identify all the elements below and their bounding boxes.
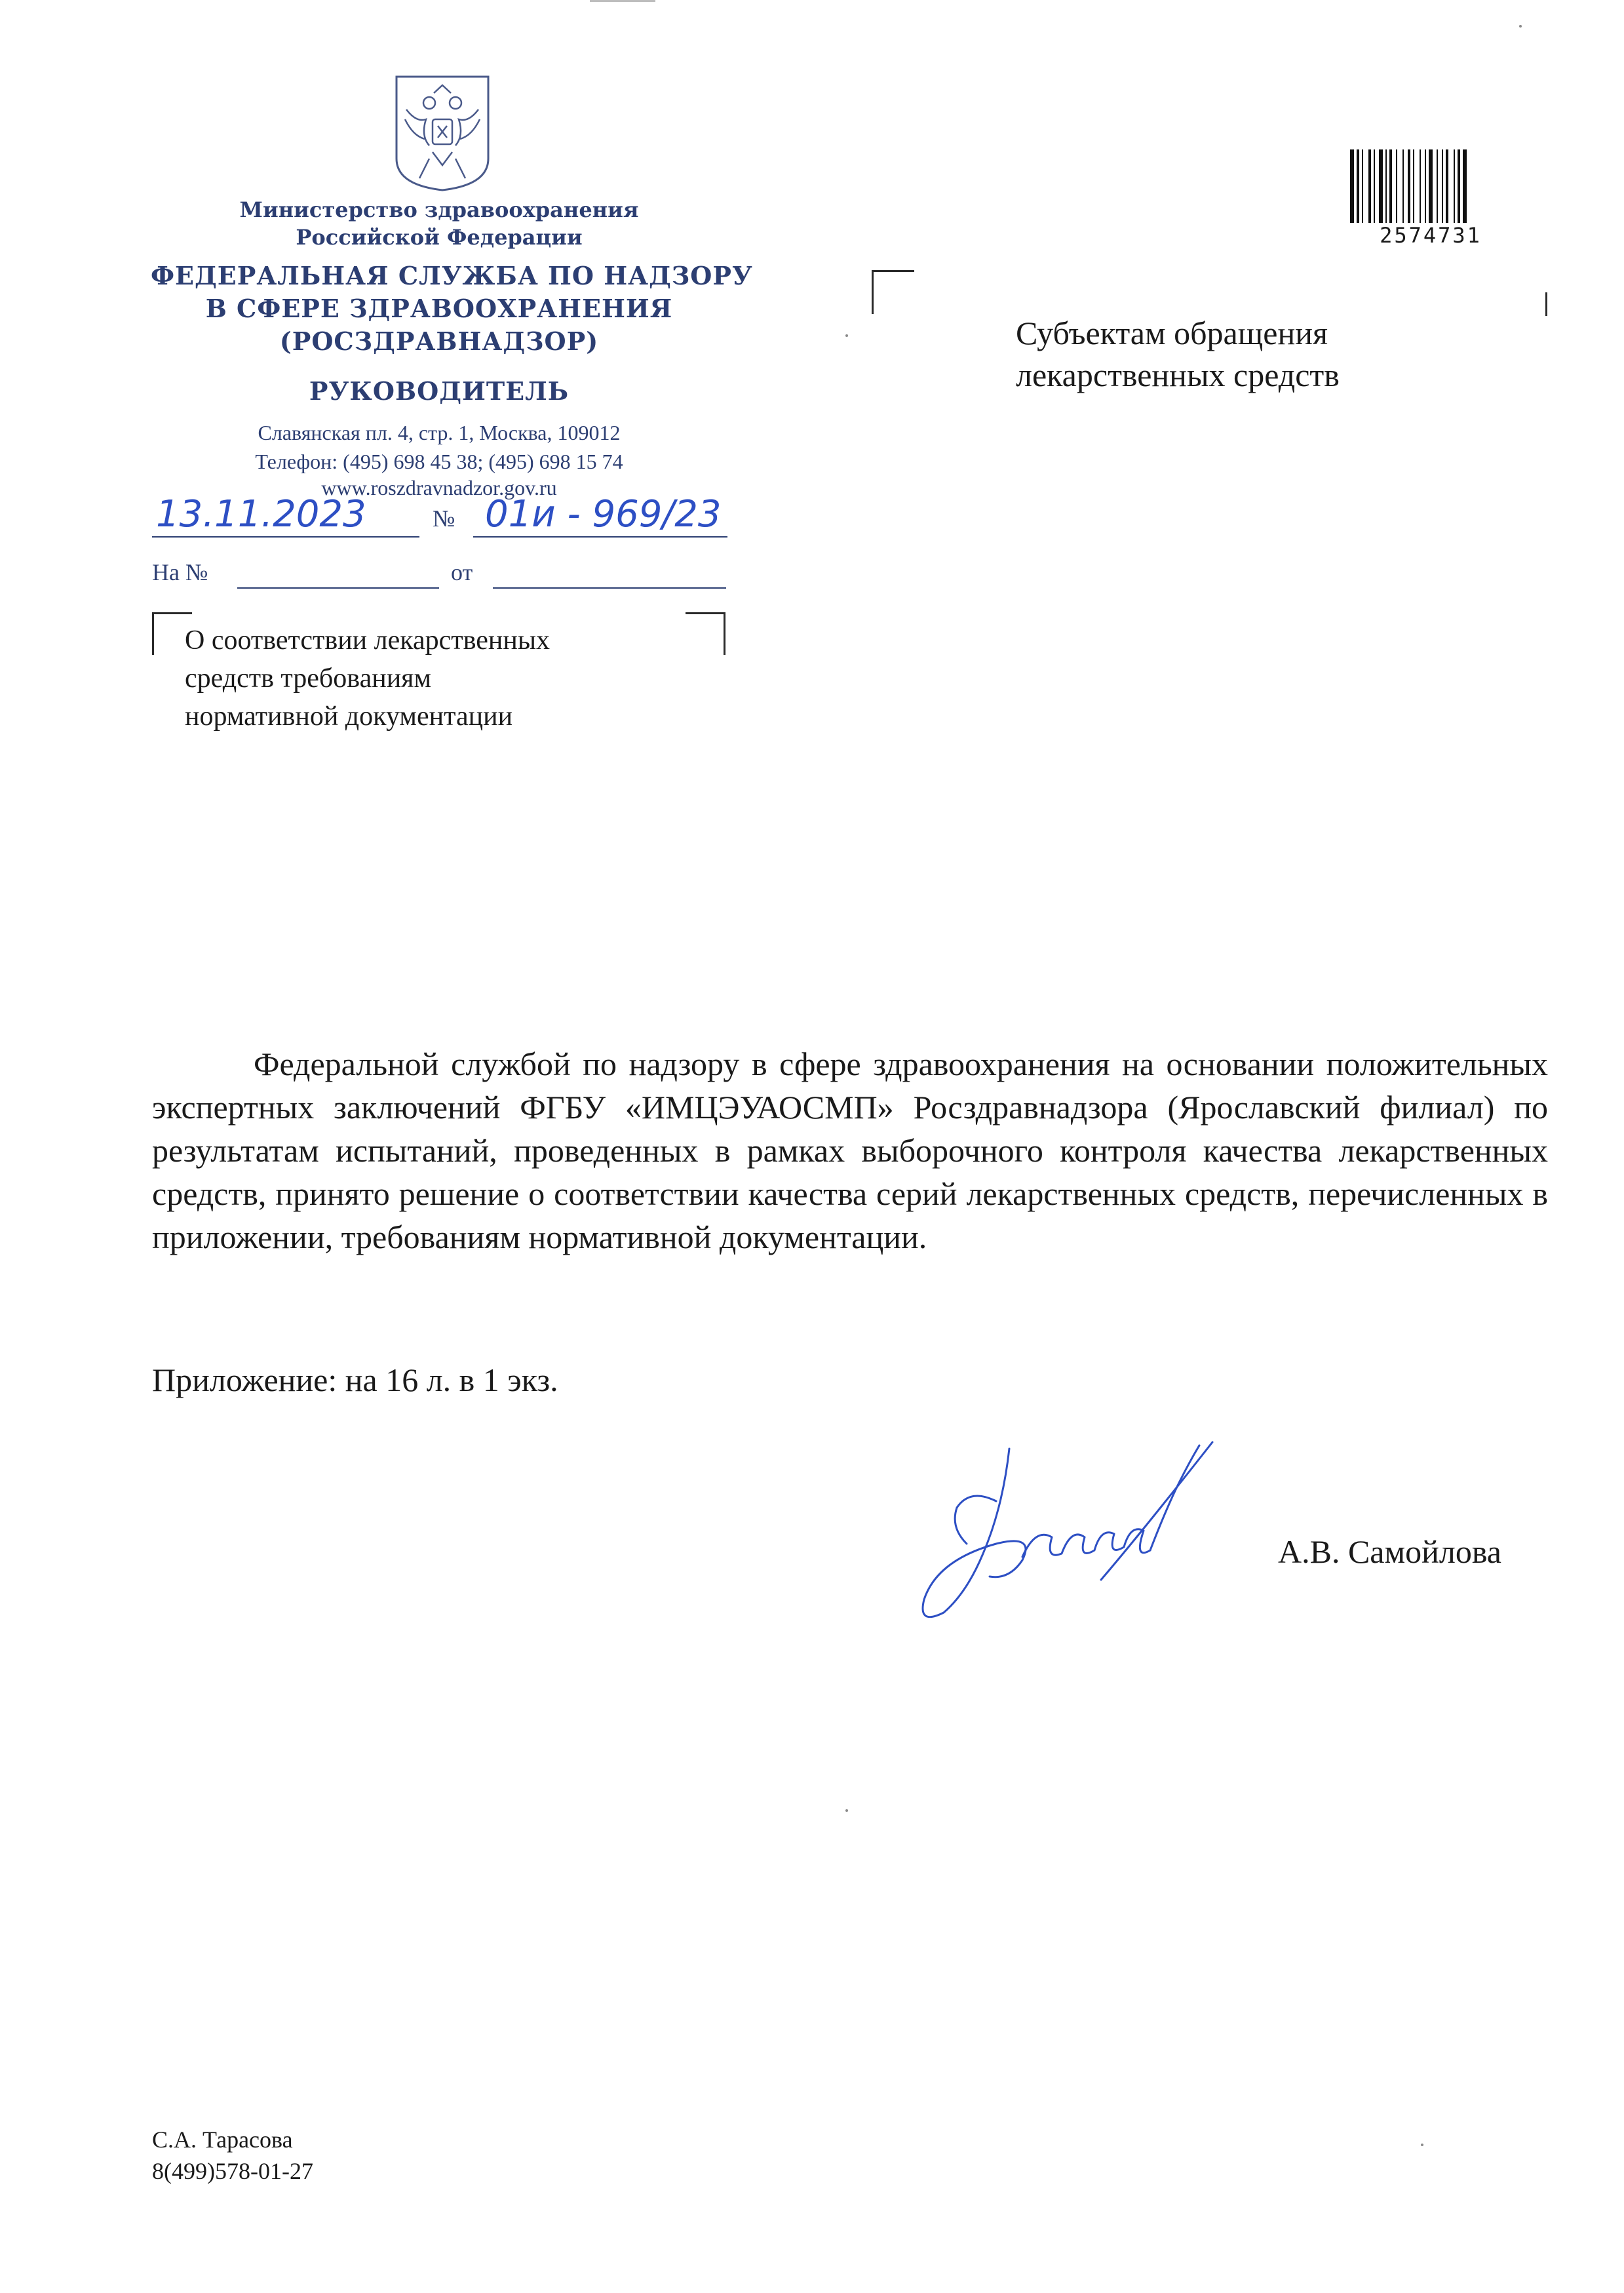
barcode-bar (1413, 149, 1414, 223)
body-paragraph: Федеральной службой по надзору в сфере здравоохранения на основании положительных экспертных заключений ФГБУ «ИМЦЭУАОСМП» Росздравнадзора (Ярославский филиал) по результатам испытаний, проведенных в рамках выборочного контроля качества лекарственных средств, принято решение о соответствии качества серий лекарственных средств, перечисленных в приложении, требованиям нормативной документации. (152, 1046, 1548, 1255)
address: Славянская пл. 4, стр. 1, Москва, 109012 (258, 421, 621, 444)
barcode-bar (1429, 149, 1433, 223)
barcode-bar (1408, 149, 1410, 223)
barcode-bar (1362, 149, 1363, 223)
recipient: Субъектам обращения лекарственных средств (1016, 315, 1340, 393)
service-name-line2: В СФЕРЕ ЗДРАВООХРАНЕНИЯ (205, 294, 673, 323)
barcode-number: 2574731 (1380, 223, 1482, 248)
executor-contact: С.А. Тарасова 8(499)578-01-27 (152, 2126, 313, 2184)
barcode-bar (1379, 149, 1383, 223)
letter-subject: О соответствии лекарственных средств требованиям нормативной документации (185, 625, 551, 732)
barcode-bar (1454, 149, 1455, 223)
barcode-bar (1446, 149, 1448, 223)
barcode-bar (1402, 149, 1404, 223)
scan-speck (845, 334, 848, 337)
barcode-bar (1385, 149, 1387, 223)
barcode-bar (1463, 149, 1467, 223)
reply-number-label: На № (152, 559, 208, 585)
barcode-bar (1420, 149, 1421, 223)
ministry-name-line2: Российской Федерации (296, 225, 583, 250)
reply-date-underline (493, 587, 726, 589)
subject-bracket-right (686, 612, 725, 655)
scan-speck (845, 1809, 848, 1812)
barcode-bar (1442, 149, 1443, 223)
ministry-name-line1: Министерство здравоохранения (239, 197, 639, 222)
reply-number-underline (237, 587, 439, 589)
signer-name: А.В. Самойлова (1278, 1533, 1501, 1570)
head-title: РУКОВОДИТЕЛЬ (309, 376, 570, 406)
barcode-bar (1350, 149, 1354, 223)
handwritten-date: 13.11.2023 (156, 493, 366, 536)
website: www.roszdravnadzor.gov.ru (321, 476, 557, 500)
handwritten-signature (904, 1429, 1232, 1632)
attachment-note: Приложение: на 16 л. в 1 экз. (152, 1362, 558, 1398)
barcode-bar (1389, 149, 1392, 223)
number-underline (473, 536, 727, 538)
recipient-bracket-left (872, 270, 914, 314)
scan-speck (1519, 25, 1522, 28)
barcode-bar (1357, 149, 1359, 223)
barcode-bar (1368, 149, 1371, 223)
barcode-bar (1437, 149, 1438, 223)
scan-edge-mark (590, 0, 655, 2)
barcode-icon (1349, 149, 1513, 223)
handwritten-number: 01и - 969/23 (485, 493, 722, 536)
scan-speck (1421, 2144, 1423, 2146)
date-underline (152, 536, 419, 538)
reply-from-label: от (451, 559, 473, 585)
recipient-bracket-right (1545, 292, 1547, 316)
barcode-bar (1374, 149, 1375, 223)
barcode-bar (1425, 149, 1426, 223)
service-name-line3: (РОСЗДРАВНАДЗОР) (279, 326, 599, 356)
service-name-line1: ФЕДЕРАЛЬНАЯ СЛУЖБА ПО НАДЗОРУ (151, 261, 753, 290)
russian-coat-of-arms-icon (393, 73, 492, 191)
barcode-bar (1458, 149, 1460, 223)
phone: Телефон: (495) 698 45 38; (495) 698 15 74 (255, 450, 623, 473)
number-label: № (433, 505, 455, 532)
barcode-bar (1396, 149, 1397, 223)
